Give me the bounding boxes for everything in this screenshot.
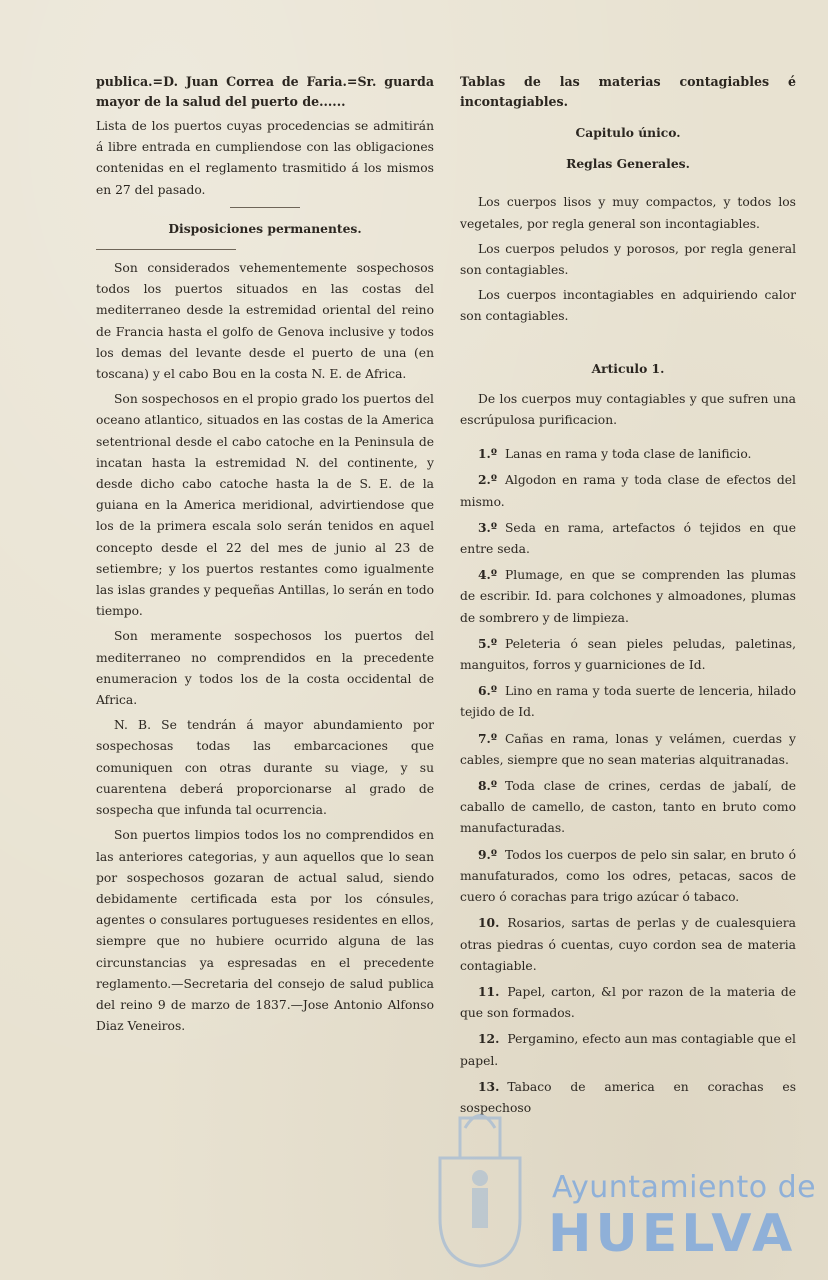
article-item <box>460 844 796 909</box>
article-item-text: Pergamino, efecto aun mas contagiable que el papel. <box>460 1032 796 1068</box>
left-column <box>96 72 434 1041</box>
paragraph-clean-ports: Son puertos limpios todos los no comprendidos en las anteriores categorias, y aun aquellos que lo sean por sospechosos gozaran de actual salud, siendo debidamente certificada esta por los cónsules, agentes o consulares portugueses residentes en ellos, siempre que no hubiere ocurrido alguna de las circunstancias ya espresadas en el precedente reglamento.—Secretaria del consejo de salud publica del reino 9 de marzo de 1837.—Jose Antonio Alfonso Diaz Veneiros. <box>96 828 434 1034</box>
article-item-number: 10. <box>478 915 500 931</box>
article-item <box>460 728 796 771</box>
article-item-number: 3.º <box>478 519 497 535</box>
article-item <box>460 1028 796 1071</box>
rule-item: Los cuerpos peludos y porosos, por regla general son contagiables. <box>460 241 796 278</box>
article-item-text: Rosarios, sartas de perlas y de cualesquiera otras piedras ó cuentas, cuyo cordon sea de materia contagiable. <box>460 916 796 973</box>
article-item-text: Papel, carton, &l por razon de la materia de que son formados. <box>460 984 796 1021</box>
article-item-number: 13. <box>478 1078 500 1094</box>
paragraph-atlantic-suspicious: Son sospechosos en el propio grado los puertos del oceano atlantico, situados en las costas de la America setentrional desde el cabo catoche en la Peninsula de incatan hasta la estremidad N. del continente, y desde dicho cabo catoche hasta la de S. E. de la guiana en la America meridional, advirtiendose que los de la primera escala solo serán tenidos en aquel concepto desde el 22 del mes de junio al 23 de setiembre; y los puertos restantes como igualmente las islas grandes y pequeñas Antillas, lo serán en todo tiempo. <box>96 392 434 619</box>
article-item <box>460 564 796 629</box>
article-item-text: Peleteria ó sean pieles peludas, paletinas, manguitos, forros y guarniciones de Id. <box>460 636 796 673</box>
article-item <box>460 912 796 977</box>
items-list <box>460 443 796 1119</box>
article-item-number: 7.º <box>478 730 497 746</box>
divider <box>230 207 300 208</box>
article-item-number: 11. <box>478 983 500 999</box>
rule-item: Los cuerpos lisos y muy compactos, y todos los vegetales, por regla general son incontagiables. <box>460 195 796 231</box>
article-item <box>460 775 796 840</box>
paragraph-vehemently-suspicious: Son considerados vehementemente sospechosos todos los puertos situados en las costas del mediterraneo desde la estremidad oriental del reino de Francia hasta el golfo de Genova inclusive y todos los demas del levante desde el puerto de una (en toscana) y el cabo Bou en la costa N. E. de Africa. <box>96 261 434 382</box>
article-item-text: Lanas en rama y toda clase de lanificio. <box>505 447 752 462</box>
article-item-number: 4.º <box>478 567 497 583</box>
article-item-text: Tabaco de america en corachas es sospechoso <box>460 1079 796 1115</box>
article-item-number: 1.º <box>478 446 497 462</box>
tower-icon <box>472 1188 488 1228</box>
article-item-number: 6.º <box>478 683 497 699</box>
article-item-number: 5.º <box>478 635 497 651</box>
chapter-subtitle: Reglas Generales. <box>566 156 690 172</box>
article-item-number: 8.º <box>478 778 497 794</box>
article-item-text: Lino en rama y toda suerte de lenceria, hilado tejido de Id. <box>460 684 796 720</box>
chapter-title: Capitulo único. <box>575 125 681 140</box>
paragraph-nota-bene: N. B. Se tendrán á mayor abundamiento por sospechosas todas las embarcaciones que comuniquen con otras durante su viage, y su cuarentena deberá proporcionarse al grado de sospecha que infunda tal ocurrencia. <box>96 718 434 818</box>
article-title: Articulo 1. <box>591 360 665 376</box>
section-title: Disposiciones permanentes. <box>168 220 362 236</box>
rule-item: Los cuerpos incontagiables en adquiriendo calor son contagiables. <box>460 288 796 324</box>
article-item <box>460 469 796 512</box>
intro-paragraph: Lista de los puertos cuyas procedencias se admitirán á libre entrada en cumpliendose con las obligaciones contenidas en el reglamento trasmitido á los mismos en 27 del pasado. <box>96 119 434 197</box>
article-item-text: Seda en rama, artefactos ó tejidos en que entre seda. <box>460 520 796 557</box>
article-item-number: 9.º <box>478 846 497 862</box>
article-intro: De los cuerpos muy contagiables y que sufren una escrúpulosa purificacion. <box>460 391 796 428</box>
article-item-text: Plumage, en que se comprenden las plumas de escribir. Id. para colchones y almoadones, plumas de sombrero y de limpieza. <box>460 568 796 625</box>
article-item-text: Toda clase de crines, cerdas de jabalí, de caballo de camello, de caston, tanto en bruto como manufacturadas. <box>460 779 796 836</box>
right-column <box>460 72 796 1123</box>
paragraph-merely-suspicious: Son meramente sospechosos los puertos del mediterraneo no comprendidos en la precedente enumeracion y todos los de la costa occidental de Africa. <box>96 629 434 708</box>
article-item <box>460 517 796 560</box>
article-item <box>460 443 796 465</box>
article-item-text: Todos los cuerpos de pelo sin salar, en bruto ó manufaturados, como los odres, petacas, sacos de cuero ó corachas para trigo azúcar ó tabaco. <box>460 847 796 905</box>
watermark-line2: HUELVA <box>548 1204 797 1264</box>
article-item <box>460 981 796 1024</box>
watermark-line1: Ayuntamiento de <box>552 1170 817 1205</box>
divider <box>96 249 236 250</box>
article-item-number: 12. <box>478 1031 500 1047</box>
right-header: Tablas de las materias contagiables é incontagiables. <box>460 74 796 109</box>
article-item-number: 2.º <box>478 472 497 488</box>
article-item <box>460 633 796 676</box>
article-item-text: Algodon en rama y toda clase de efectos del mismo. <box>460 473 796 509</box>
article-item <box>460 680 796 723</box>
article-item-text: Cañas en rama, lonas y velámen, cuerdas y cables, siempre que no sean materias alquitranadas. <box>460 731 796 767</box>
left-header: publica.=D. Juan Correa de Faria.=Sr. guarda mayor de la salud del puerto de...... <box>96 74 434 109</box>
